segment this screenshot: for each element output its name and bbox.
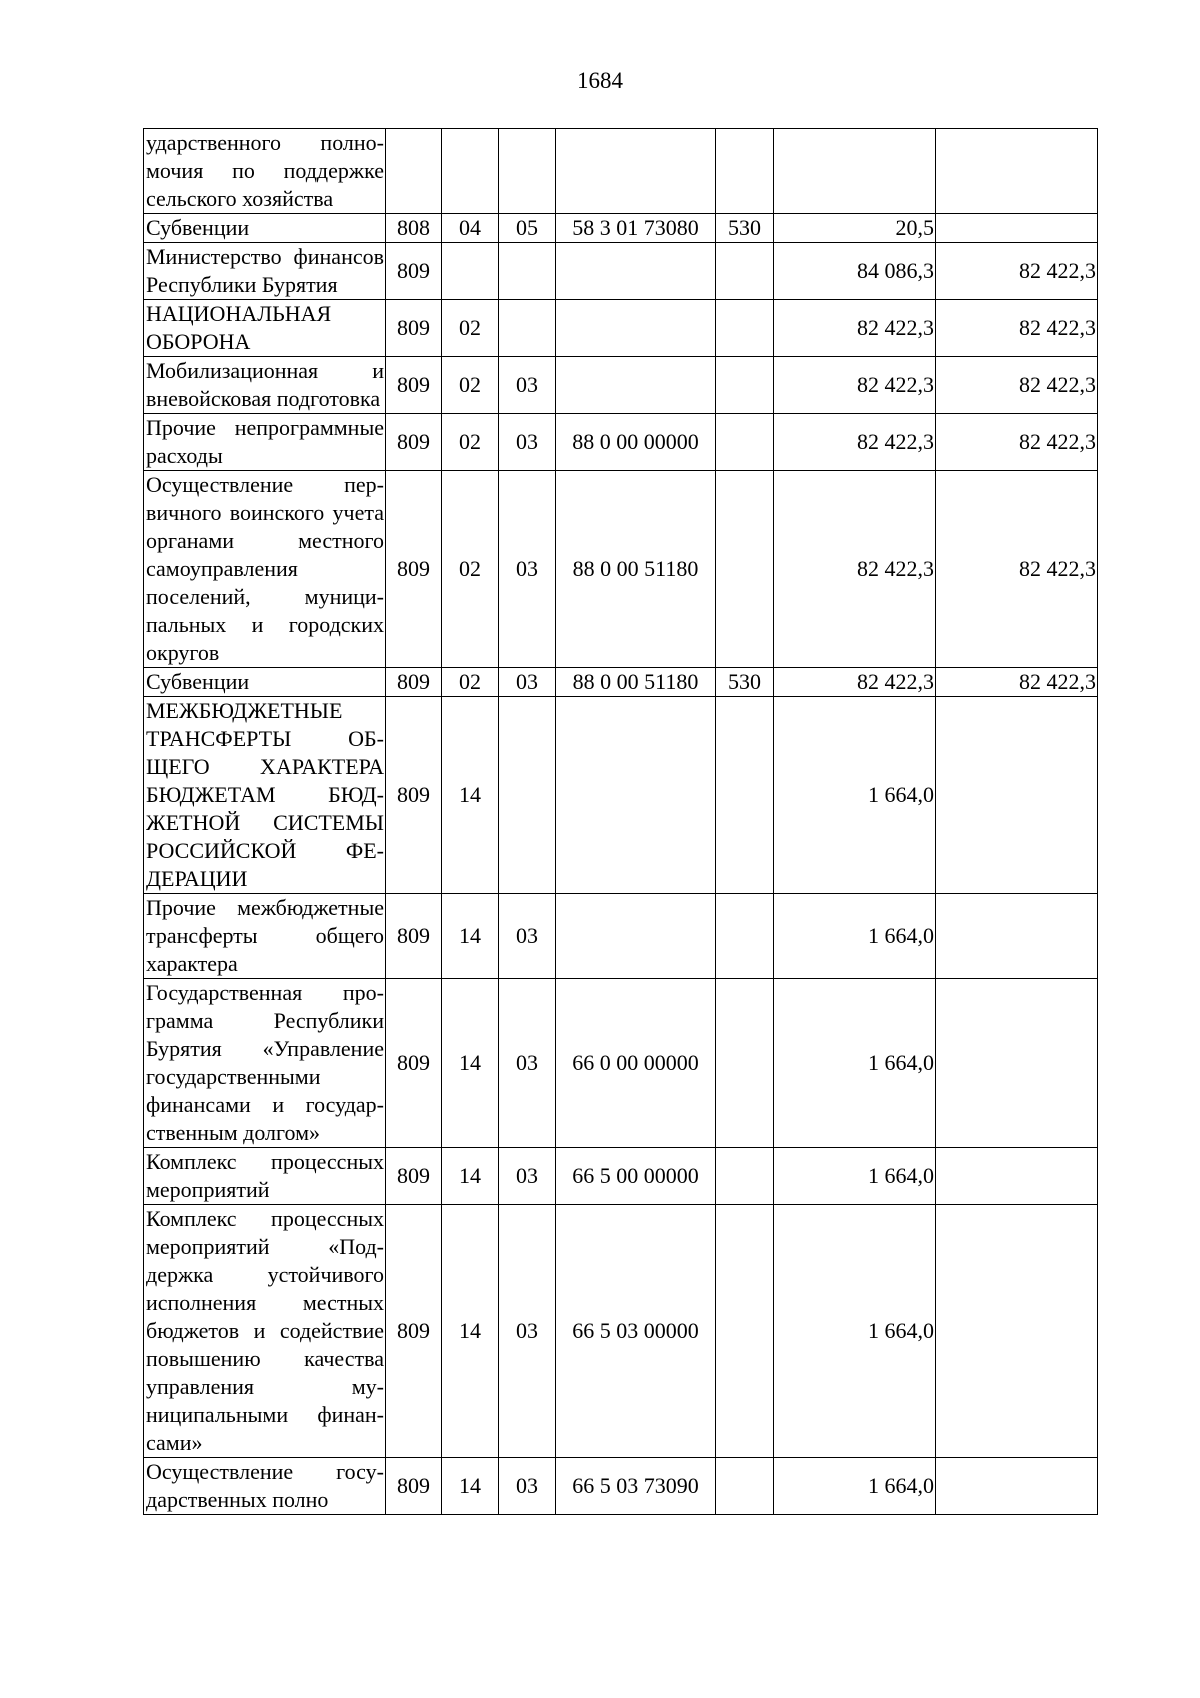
cell-ved: 809 [386,697,442,894]
cell-csr: 66 5 00 00000 [556,1148,716,1205]
cell-rz: 02 [442,357,499,414]
cell-ved: 809 [386,979,442,1148]
cell-sum-1: 1 664,0 [774,697,936,894]
table-row [144,979,1098,1148]
cell-sum-1: 82 422,3 [774,668,936,697]
cell-rz: 02 [442,668,499,697]
table-row [144,1458,1098,1515]
cell-vr [716,414,774,471]
cell-pr: 03 [499,414,556,471]
cell-name: МЕЖБЮДЖЕТНЫЕ ТРАНСФЕРТЫ ОБЩЕГО ХАРАКТЕРА БЮДЖЕТАМ БЮДЖЕТНОЙ СИСТЕМЫ РОССИЙСКОЙ ФЕДЕРАЦИИ [144,697,386,894]
cell-pr [499,300,556,357]
cell-sum-1: 82 422,3 [774,414,936,471]
cell-sum-2: 82 422,3 [936,357,1098,414]
cell-name: Субвенции [144,668,386,697]
cell-rz: 02 [442,300,499,357]
cell-ved: 809 [386,300,442,357]
cell-name: Субвенции [144,214,386,243]
cell-rz: 14 [442,894,499,979]
table-row [144,414,1098,471]
cell-pr: 03 [499,1458,556,1515]
cell-csr [556,129,716,214]
cell-vr: 530 [716,668,774,697]
table-row [144,1205,1098,1458]
table-row [144,300,1098,357]
cell-sum-1: 1 664,0 [774,1148,936,1205]
cell-vr: 530 [716,214,774,243]
cell-vr [716,1205,774,1458]
cell-sum-1: 1 664,0 [774,1458,936,1515]
cell-sum-1 [774,129,936,214]
cell-csr [556,894,716,979]
cell-pr: 03 [499,668,556,697]
cell-name: Мобилизационная и вневойсковая подготовка [144,357,386,414]
table-row [144,894,1098,979]
cell-csr: 88 0 00 00000 [556,414,716,471]
cell-sum-2 [936,697,1098,894]
cell-sum-2: 82 422,3 [936,471,1098,668]
cell-name: Прочие непрограммные расходы [144,414,386,471]
cell-vr [716,471,774,668]
cell-pr: 03 [499,1205,556,1458]
cell-sum-2 [936,1148,1098,1205]
cell-ved: 809 [386,357,442,414]
cell-sum-2: 82 422,3 [936,668,1098,697]
cell-name: Государственная программа Республики Бурятия «Управление государственными финансами и государственным долгом» [144,979,386,1148]
cell-vr [716,894,774,979]
cell-pr [499,129,556,214]
cell-sum-2 [936,129,1098,214]
cell-sum-2: 82 422,3 [936,300,1098,357]
cell-csr: 88 0 00 51180 [556,668,716,697]
cell-csr: 88 0 00 51180 [556,471,716,668]
cell-vr [716,1148,774,1205]
cell-pr [499,243,556,300]
cell-sum-2: 82 422,3 [936,414,1098,471]
cell-sum-2 [936,1205,1098,1458]
table-row [144,697,1098,894]
cell-sum-1: 82 422,3 [774,300,936,357]
cell-name: ударственного полномочия по поддержке сельского хозяйства [144,129,386,214]
cell-rz [442,129,499,214]
table-row [144,243,1098,300]
cell-rz: 14 [442,1458,499,1515]
cell-ved: 809 [386,1205,442,1458]
table-row [144,1148,1098,1205]
table-row [144,214,1098,243]
cell-name: Осуществление государственных полно [144,1458,386,1515]
cell-sum-2 [936,894,1098,979]
cell-pr: 03 [499,357,556,414]
cell-pr: 03 [499,979,556,1148]
cell-sum-1: 82 422,3 [774,357,936,414]
cell-ved: 809 [386,471,442,668]
cell-sum-1: 1 664,0 [774,894,936,979]
cell-ved: 809 [386,414,442,471]
cell-name: Прочие межбюджетные трансферты общего характера [144,894,386,979]
cell-pr: 03 [499,471,556,668]
cell-sum-2: 82 422,3 [936,243,1098,300]
cell-rz: 14 [442,979,499,1148]
cell-rz: 14 [442,697,499,894]
table-row [144,668,1098,697]
table-row [144,471,1098,668]
cell-ved [386,129,442,214]
cell-csr [556,243,716,300]
cell-vr [716,357,774,414]
cell-name: Министерство финансов Республики Бурятия [144,243,386,300]
cell-ved: 809 [386,668,442,697]
cell-sum-2 [936,1458,1098,1515]
cell-ved: 809 [386,894,442,979]
cell-rz: 14 [442,1205,499,1458]
cell-vr [716,243,774,300]
cell-name: Комплекс процессных мероприятий «Поддержка устойчивого исполнения местных бюджетов и содействие повышению качества управления муниципальными финансами» [144,1205,386,1458]
cell-vr [716,979,774,1148]
cell-sum-2 [936,214,1098,243]
cell-ved: 809 [386,243,442,300]
cell-sum-1: 1 664,0 [774,979,936,1148]
cell-sum-2 [936,979,1098,1148]
budget-table [143,128,1098,1515]
cell-vr [716,697,774,894]
cell-sum-1: 84 086,3 [774,243,936,300]
table-row [144,357,1098,414]
cell-sum-1: 20,5 [774,214,936,243]
cell-csr [556,300,716,357]
cell-rz: 04 [442,214,499,243]
table-row [144,129,1098,214]
cell-vr [716,300,774,357]
cell-csr: 66 0 00 00000 [556,979,716,1148]
cell-vr [716,129,774,214]
cell-rz: 14 [442,1148,499,1205]
cell-rz: 02 [442,414,499,471]
cell-sum-1: 82 422,3 [774,471,936,668]
cell-pr: 03 [499,894,556,979]
cell-pr: 03 [499,1148,556,1205]
cell-csr: 66 5 03 00000 [556,1205,716,1458]
cell-rz: 02 [442,471,499,668]
cell-pr [499,697,556,894]
cell-csr: 58 3 01 73080 [556,214,716,243]
cell-ved: 809 [386,1458,442,1515]
cell-ved: 809 [386,1148,442,1205]
cell-pr: 05 [499,214,556,243]
cell-csr [556,697,716,894]
cell-vr [716,1458,774,1515]
cell-name: Осуществление первичного воинского учета органами местного самоуправления поселений, муниципальных и городских округов [144,471,386,668]
cell-csr: 66 5 03 73090 [556,1458,716,1515]
cell-ved: 808 [386,214,442,243]
cell-rz [442,243,499,300]
cell-name: Комплекс процессных мероприятий [144,1148,386,1205]
page-number: 1684 [577,68,623,93]
cell-name: НАЦИОНАЛЬНАЯ ОБОРОНА [144,300,386,357]
cell-csr [556,357,716,414]
cell-sum-1: 1 664,0 [774,1205,936,1458]
